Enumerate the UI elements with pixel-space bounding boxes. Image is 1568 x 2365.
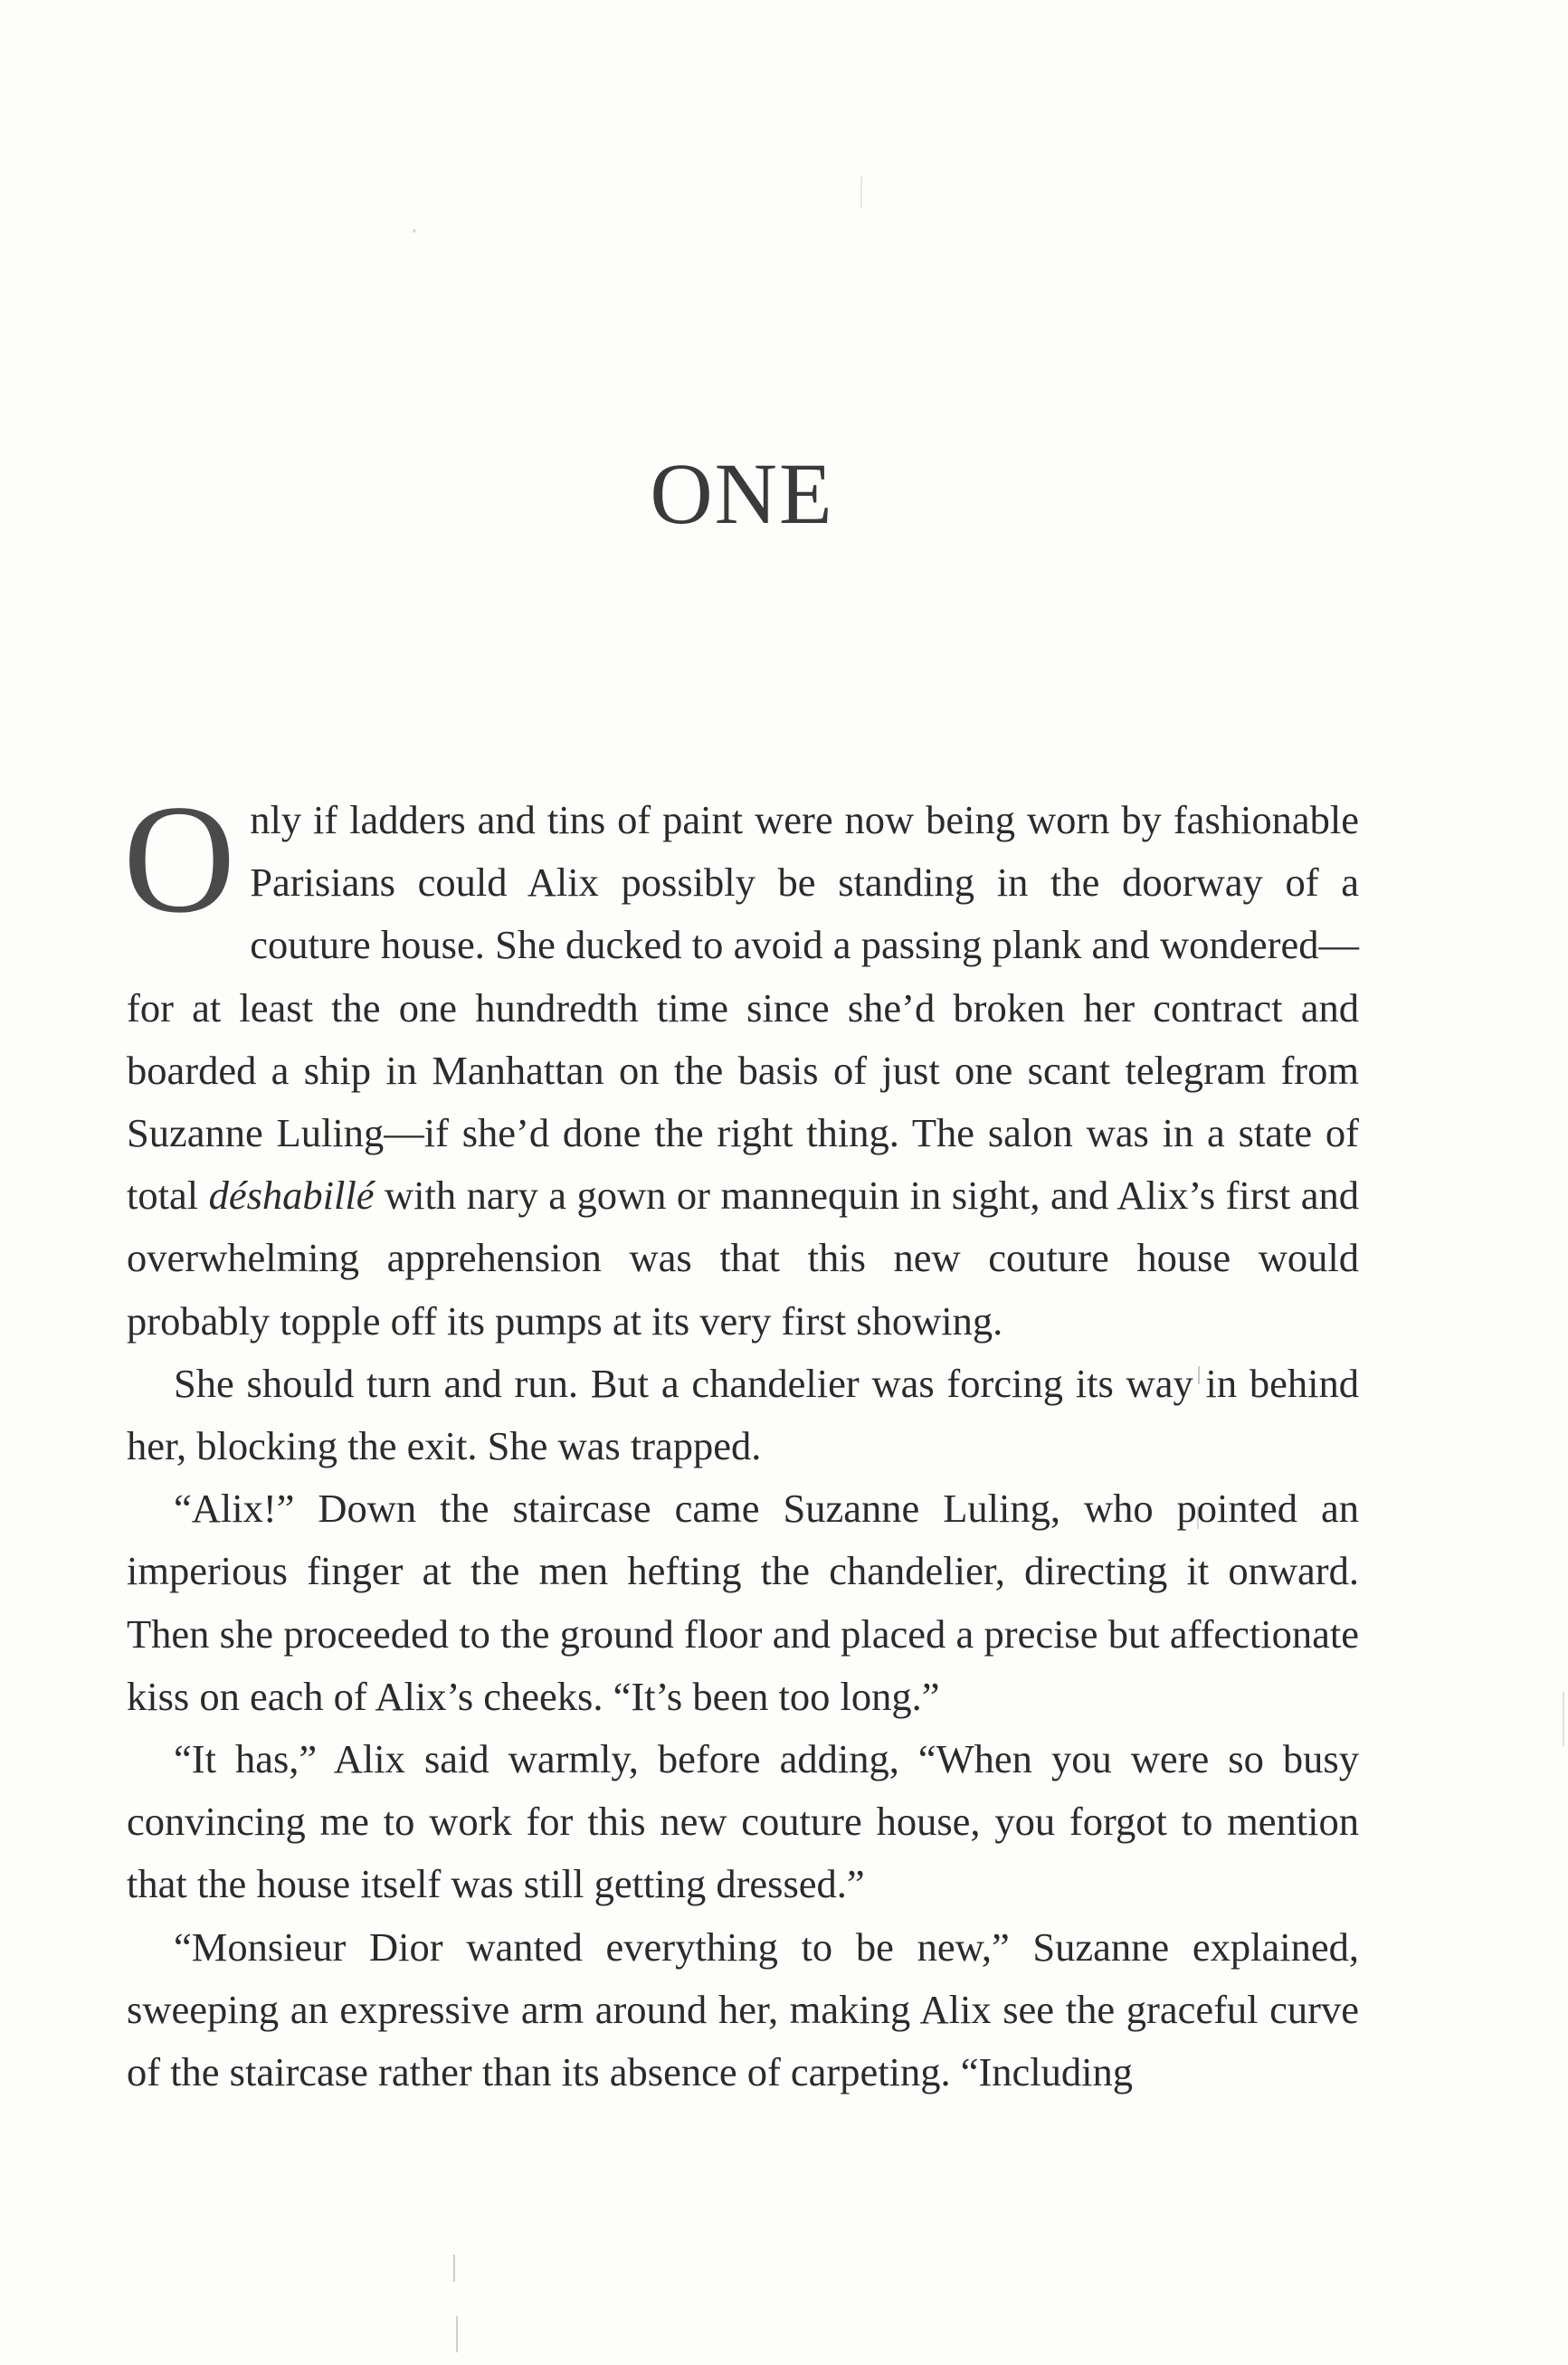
paragraph-1-tail: with nary a gown or mannequin in sight, and Alix’s first and overwhelming apprehension was that this new couture house would probably topple off its pumps at its very first showing. — [127, 1173, 1360, 1344]
paragraph-5: “Monsieur Dior wanted everything to be new,” Suzanne explained, sweeping an expressive arm around her, making Alix see the graceful curve of the staircase rather than its absence of carpeting. “Including — [127, 1923, 1359, 2095]
chapter-title: ONE — [650, 445, 834, 542]
italic-term: déshabillé — [208, 1173, 375, 1219]
paragraph-2: She should turn and run. But a chandelier was forcing its way in behind her, blocking the exit. She was trapped. — [127, 1360, 1359, 1469]
drop-cap: O — [123, 774, 236, 945]
paragraph-1-lead: nly if ladders and tins of paint were now being worn by fashionable Parisians could Alix possibly be standing in the doorway of a couture house. She ducked to avoid a passing plank and wondered—for at least the one hundredth time since she’d broken her contract and boarded a ship in Manhattan on the basis of just one scant telegram from Suzanne Luling—if she’d done the right thing. The salon was in a state of total — [127, 797, 1359, 1219]
paragraph-4: “It has,” Alix said warmly, before adding, “When you were so busy convincing me to work for this new couture house, you forgot to mention that the house itself was still getting dressed.” — [127, 1736, 1359, 1907]
chapter-body — [123, 774, 1360, 2104]
paragraph-1 — [123, 774, 1360, 1353]
paragraph-3: “Alix!” Down the staircase came Suzanne Luling, who pointed an imperious finger at the men hefting the chandelier, directing it onward. Then she proceeded to the ground floor and placed a precise but affectionate kiss on each of Alix’s cheeks. “It’s been too long.” — [127, 1486, 1359, 1719]
